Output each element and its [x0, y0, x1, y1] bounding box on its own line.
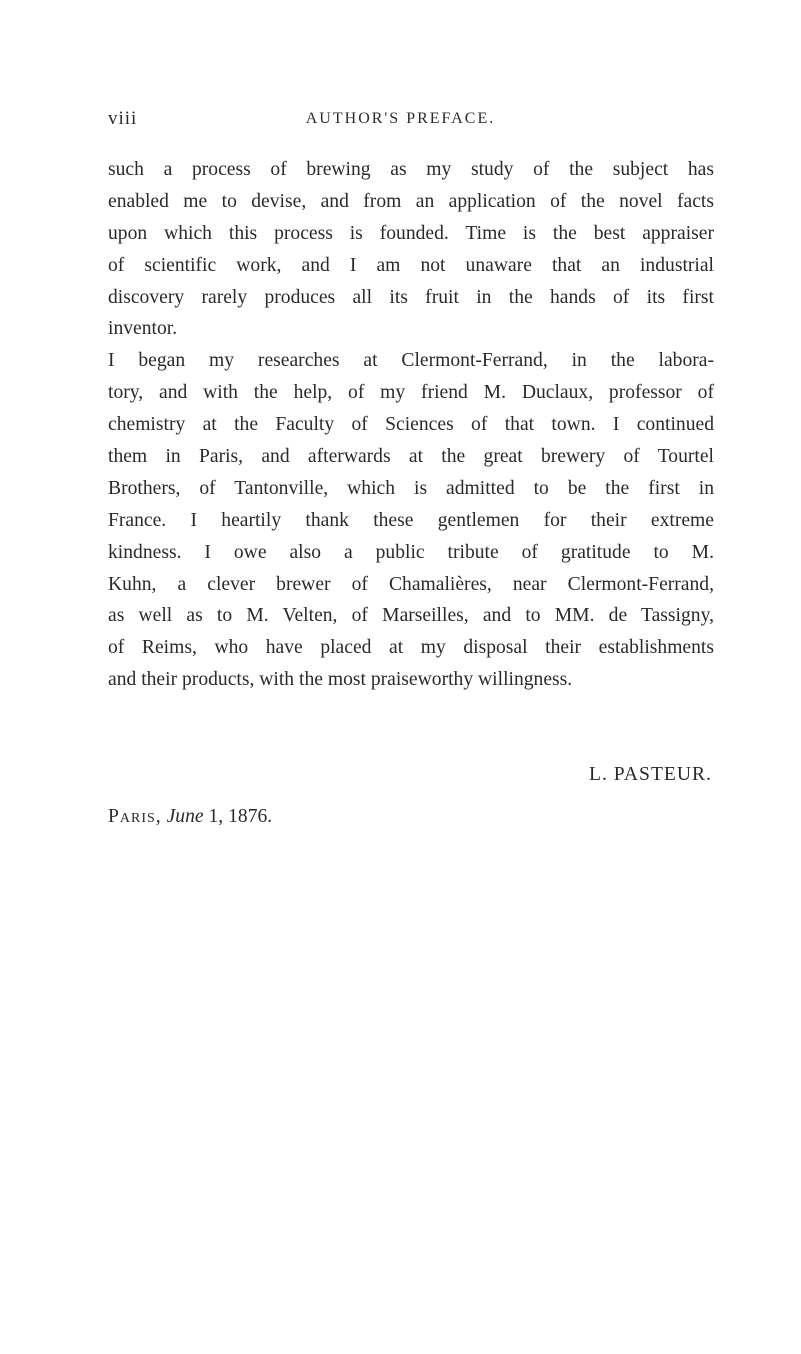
text-line: of Reims, who have placed at my disposal their establishments — [108, 637, 714, 659]
text-line: them in Paris, and afterwards at the great brewery of Tourtel — [108, 446, 714, 468]
dateline-place: Paris, — [108, 806, 162, 827]
page-number: viii — [108, 108, 138, 129]
text-line: I began my researches at Clermont-Ferrand, in the labora- — [108, 350, 714, 372]
text-line: enabled me to devise, and from an application of the novel facts — [108, 190, 714, 212]
text-line: of scientific work, and I am not unaware that an industrial — [108, 254, 714, 276]
text-line: chemistry at the Faculty of Sciences of that town. I continued — [108, 414, 714, 436]
text-line: Kuhn, a clever brewer of Chamalières, near Clermont-Ferrand, — [108, 573, 714, 595]
text-line: kindness. I owe also a public tribute of gratitude to M. — [108, 541, 714, 563]
dateline — [108, 806, 272, 828]
text-line: tory, and with the help, of my friend M. Duclaux, professor of — [108, 382, 714, 404]
text-line: and their products, with the most praiseworthy willingness. — [108, 669, 573, 691]
dateline-date: 1, 1876. — [203, 806, 273, 827]
running-title: AUTHOR'S PREFACE. — [305, 110, 496, 127]
paragraph-2 — [108, 345, 714, 696]
text-line: discovery rarely produces all its fruit in the hands of its first — [108, 286, 714, 308]
text-line: as well as to M. Velten, of Marseilles, and to MM. de Tassigny, — [108, 605, 714, 627]
paragraph-1 — [108, 154, 714, 345]
dateline-month: June — [166, 806, 204, 827]
body-text — [108, 154, 714, 696]
text-line: France. I heartily thank these gentlemen for their extreme — [108, 509, 714, 531]
text-line: inventor. — [108, 318, 178, 340]
text-line: such a process of brewing as my study of the subject has — [108, 159, 714, 180]
text-line: upon which this process is founded. Time is the best appraiser — [108, 222, 714, 244]
author-signature: L. PASTEUR. — [589, 764, 712, 785]
text-line: Brothers, of Tantonville, which is admitted to be the first in — [108, 477, 714, 499]
